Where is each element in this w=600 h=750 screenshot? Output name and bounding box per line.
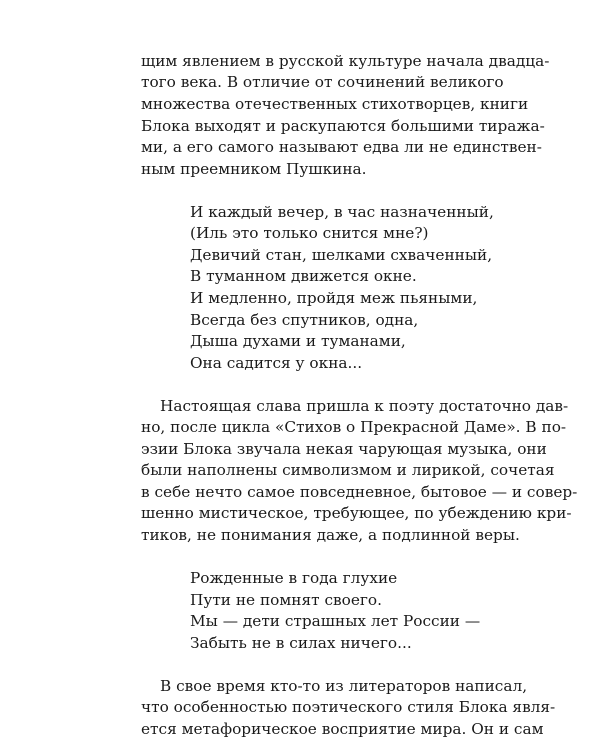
verse-line: Мы — дети страшных лет России — <box>190 612 481 630</box>
text-line: щим явлением в русской культуре начала двадца- <box>141 52 550 70</box>
verse-line: Забыть не в силах ничего... <box>190 634 412 652</box>
verse-line: Пути не помнят своего. <box>190 591 382 609</box>
text-line: но, после цикла «Стихов о Прекрасной Даме». В по- <box>141 418 567 436</box>
verse-line: Девичий стан, шелками схваченный, <box>190 246 493 264</box>
verse-line: (Иль это только снится мне?) <box>190 224 429 242</box>
text-line: шенно мистическое, требующее, по убеждению кри- <box>141 504 572 522</box>
text-line: тиков, не понимания даже, а подлинной веры. <box>141 526 520 544</box>
verse-line: Всегда без спутников, одна, <box>190 311 419 329</box>
verse-line: И медленно, пройдя меж пьяными, <box>190 289 478 307</box>
verse-line: И каждый вечер, в час назначенный, <box>190 203 494 221</box>
verse-line: Дыша духами и туманами, <box>190 332 406 350</box>
text-line: множества отечественных стихотворцев, книги <box>141 95 529 113</box>
text-line: в себе нечто самое повседневное, бытовое — и совер- <box>141 483 578 501</box>
verse-line: Она садится у окна... <box>190 354 363 372</box>
text-line: были наполнены символизмом и лирикой, сочетая <box>141 461 555 479</box>
text-line: ми, а его самого называют едва ли не единствен- <box>141 138 542 156</box>
text-line: ется метафорическое восприятие мира. Он и сам <box>141 720 544 738</box>
text-line: ным преемником Пушкина. <box>141 160 367 178</box>
text-line: В свое время кто-то из литераторов написал, <box>160 677 528 695</box>
text-line: Блока выходят и раскупаются большими тиража- <box>141 117 545 135</box>
text-line: Настоящая слава пришла к поэту достаточно дав- <box>160 397 569 415</box>
text-line: того века. В отличие от сочинений великого <box>141 73 504 91</box>
text-line: что особенностью поэтического стиля Блока явля- <box>141 698 556 716</box>
verse-line: В туманном движется окне. <box>190 267 417 285</box>
text-line: эзии Блока звучала некая чарующая музыка, они <box>141 440 547 458</box>
verse-line: Рожденные в года глухие <box>190 569 398 587</box>
